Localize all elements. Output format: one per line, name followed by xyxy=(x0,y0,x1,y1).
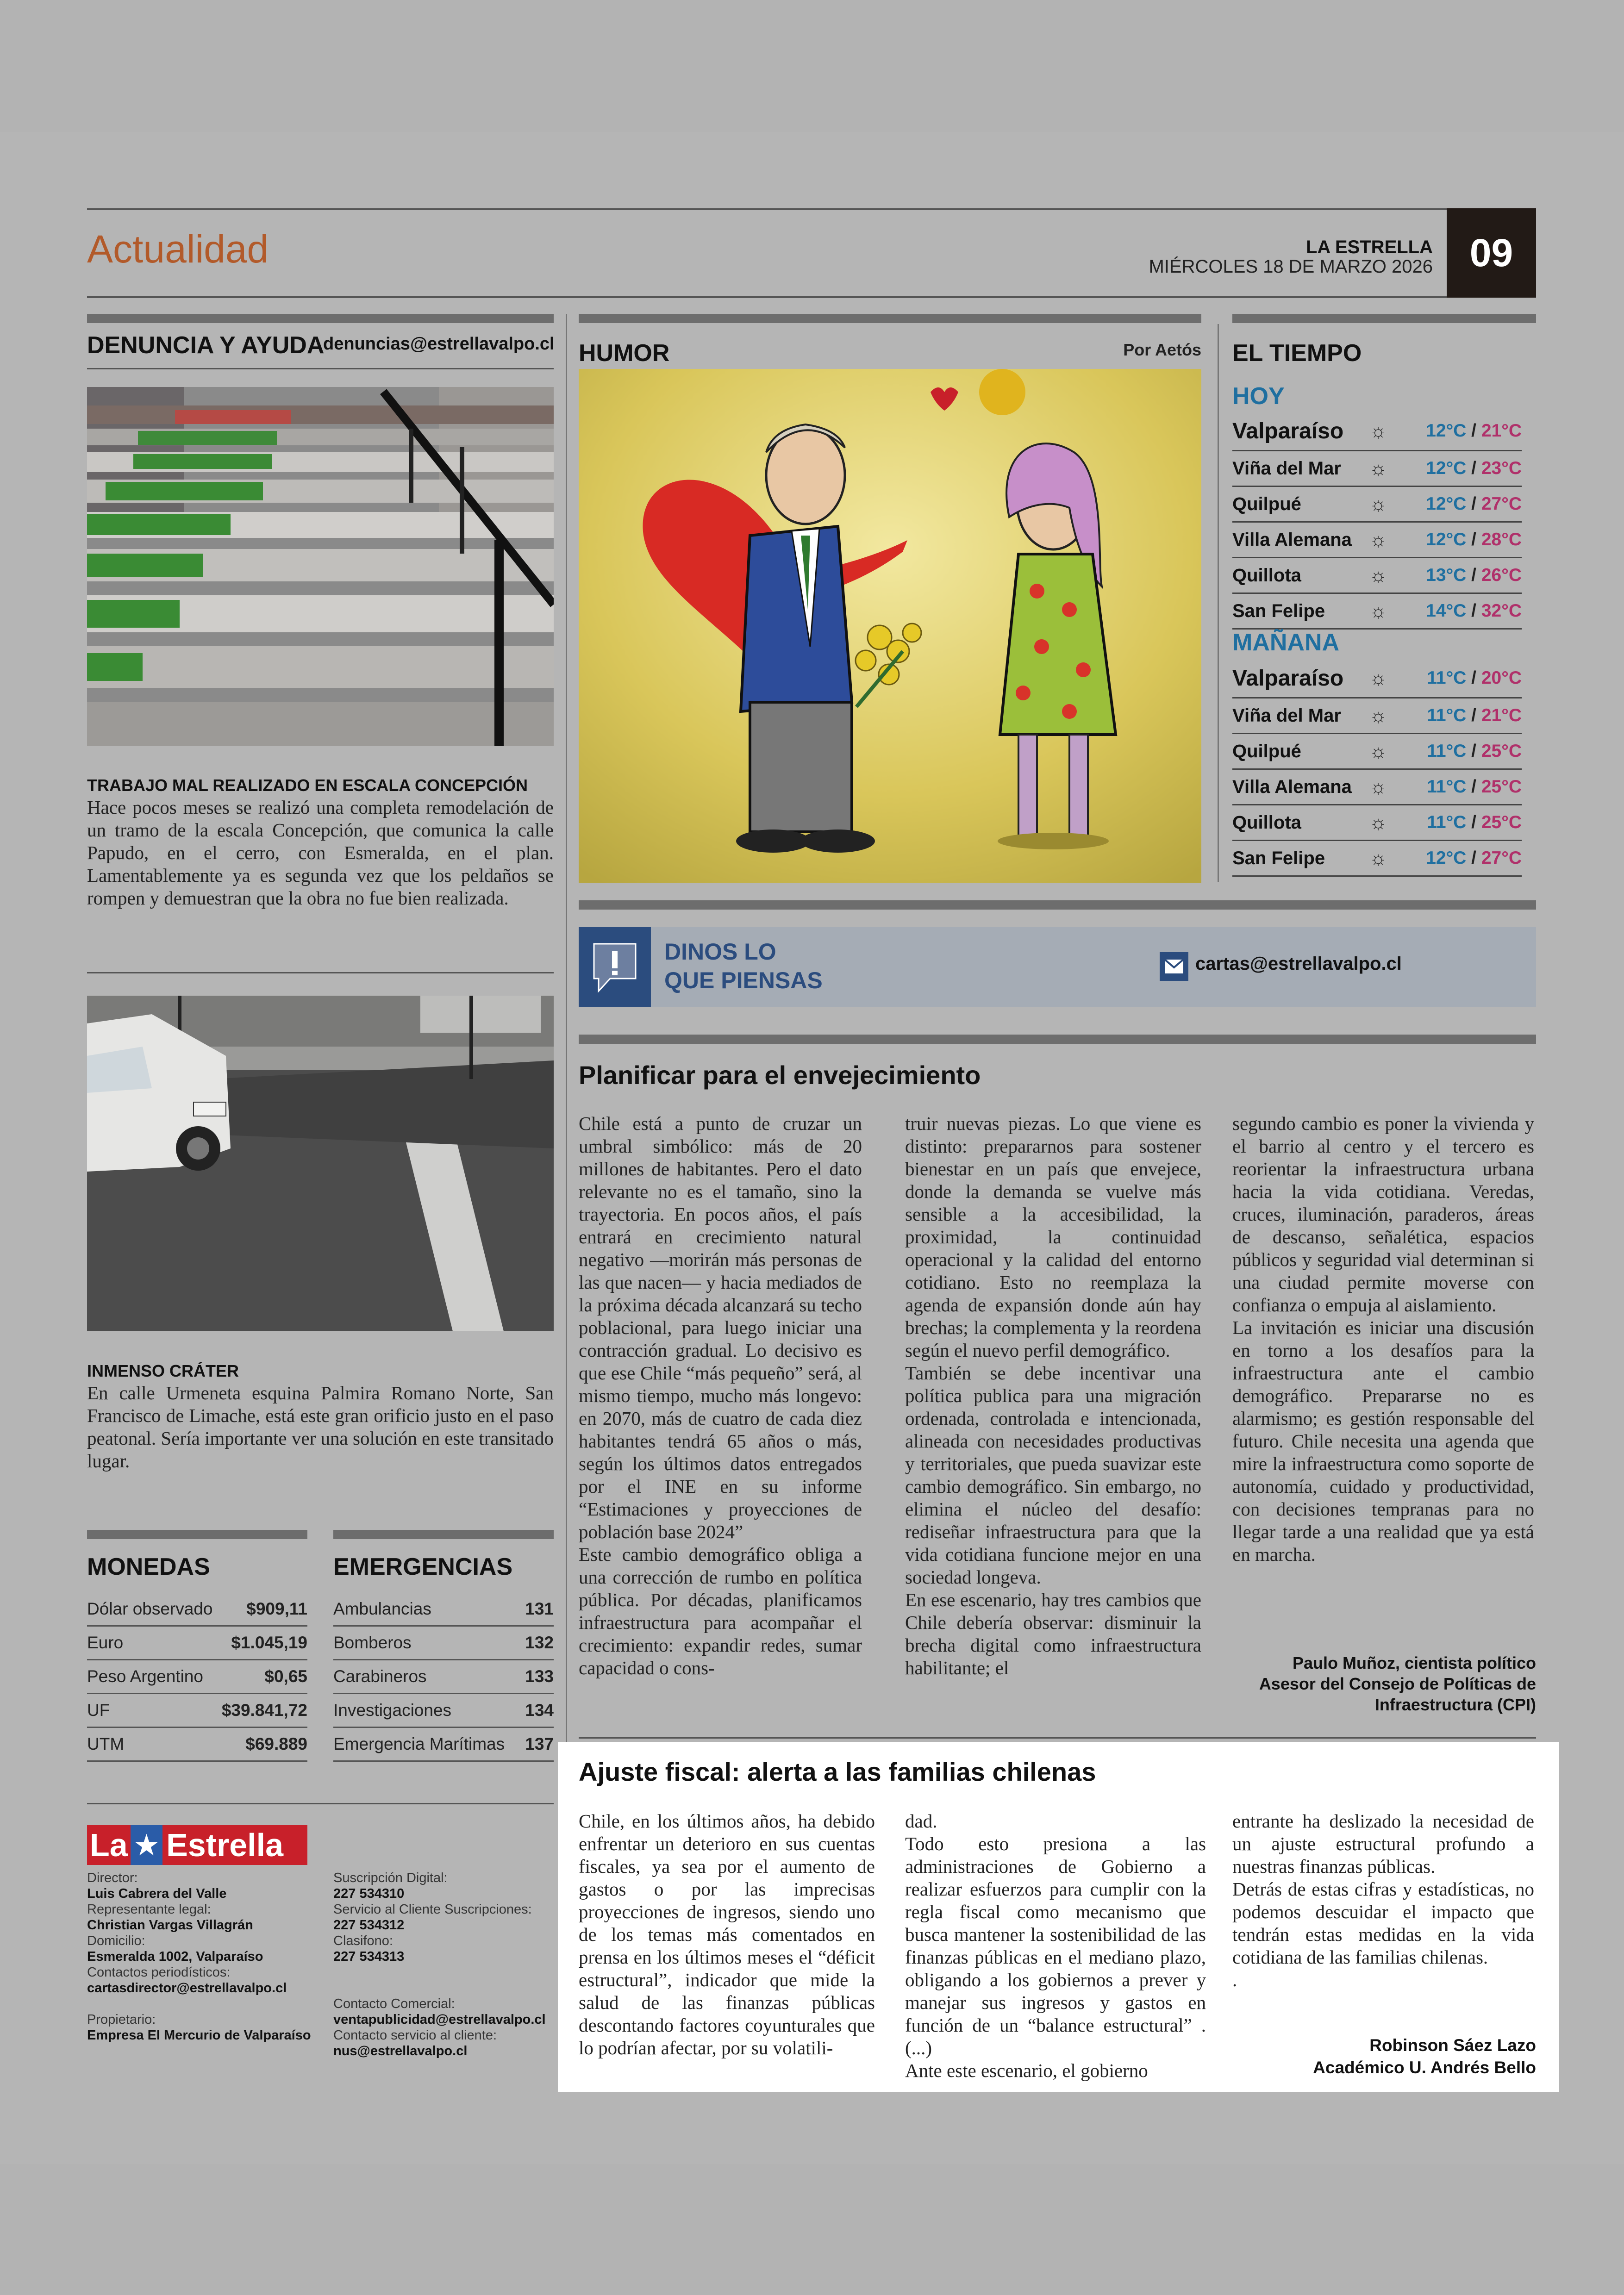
moneda-value: $909,11 xyxy=(246,1599,307,1618)
article2-col2-p2: Ante este escenario, el gobierno xyxy=(905,2060,1148,2081)
sub-label: Suscripción Digital: xyxy=(333,1871,448,1885)
cli-label: Contacto servicio al cliente: xyxy=(333,2028,497,2043)
masthead-right xyxy=(333,1870,556,2059)
denuncia-1-title: TRABAJO MAL REALIZADO EN ESCALA CONCEPCIÓN xyxy=(87,776,528,795)
weather-title: EL TIEMPO xyxy=(1232,340,1362,367)
emergencia-number: 132 xyxy=(525,1633,554,1652)
moneda-value: $39.841,72 xyxy=(221,1701,307,1720)
article2-col1: Chile, en los últimos años, ha debido enfrentar un deterioro en sus cuentas fiscales, ya sea por el aumento de gastos o por las imprecisas proyecciones de ingresos, siendo uno de los temas más comentados en prensa en los últimos meses el “déficit estructural”, indicador que mide la salud de las finanzas públicas descontando factores coyunturales que lo podrían afectar, por su volatili- xyxy=(579,1810,875,2058)
denuncias-mid-rule xyxy=(87,972,554,973)
article1-bottom-rule xyxy=(579,1737,1536,1739)
weather-row: Valparaíso ☼ 12°C / 21°C xyxy=(1232,412,1522,451)
humor-author: Por Aetós xyxy=(1123,340,1201,359)
article1-col1-p1: Chile está a punto de cruzar un umbral simbólico: más de 20 millones de habitantes. Pero el dato relevante no es el tamaño, sino la trayectoria. En pocos años, el país entrará en crecimiento natural negativo —morirán más personas de las que nacen— y hacia mediados de la próxima década alcanzará su techo poblacional, para luego iniciar una contracción gradual. Lo decisivo es que ese Chile “más pequeño” será, al mismo tiempo, mucho más longevo: en 2070, más de cuatro de cada diez habitantes tendrá 65 años o más, según los últimos datos entregados por el INE en su informe “Estimaciones y proyecciones de población base 2024” xyxy=(579,1113,862,1542)
monedas-list xyxy=(87,1593,307,1762)
weather-city: San Felipe xyxy=(1232,600,1325,621)
article2-col2-p1: Todo esto presiona a las administraciones de Gobierno a realizar esfuerzos para cumplir con la regla fiscal como mecanismo que busca mantener la sostenibilidad de las finanzas públicas en el mediano plazo, obligando a los gobiernos a prever y manejar sus ingresos y gastos en función de un “balance estructural” . (...) xyxy=(905,1833,1206,2058)
sun-icon: ☼ xyxy=(1369,776,1387,798)
temp-low: 12°C xyxy=(1426,530,1467,549)
dom-label: Domicilio: xyxy=(87,1933,145,1948)
article2-signature xyxy=(1204,2034,1536,2079)
article1-col2-p1: truir nuevas piezas. Lo que viene es distinto: prepararnos para sostener bienestar en un país que envejece, donde la demanda se vuelve más sensible a la accesibilidad, la proximidad, la continuidad operacional y la calidad del entorno cotidiano. Esto no reemplaza la agenda de expansión donde aún hay brechas; la complementa y la reordena según el nuevo perfil demográfico. xyxy=(905,1113,1201,1361)
weather-row: San Felipe ☼ 12°C / 27°C xyxy=(1232,841,1522,877)
denuncia-1-text: Hace pocos meses se realizó una completa remodelación de un tramo de la escala Concepción, que comunica la calle Papudo, en el cerro, con Esmeralda, en el plan. Lamentablemente ya es segunda vez que los peldaños se rompen y demuestran que la obra no fue bien realizada. xyxy=(87,797,554,909)
weather-city: Valparaíso xyxy=(1232,418,1344,443)
sun-icon: ☼ xyxy=(1369,667,1387,689)
article2-title: Ajuste fiscal: alerta a las familias chilenas xyxy=(579,1757,1096,1786)
temp-high: 25°C xyxy=(1481,812,1522,832)
moneda-label: Dólar observado xyxy=(87,1599,213,1618)
denuncia-2-text: En calle Urmeneta esquina Palmira Romano Norte, San Francisco de Limache, está este gran orificio justo en el paso peatonal. Sería importante ver una solución en este transitado lugar. xyxy=(87,1382,554,1472)
serv-label: Servicio al Cliente Suscripciones: xyxy=(333,1902,532,1917)
weather-row: Villa Alemana ☼ 11°C / 25°C xyxy=(1232,770,1522,805)
cartas-email[interactable]: cartas@estrellavalpo.cl xyxy=(1195,954,1402,974)
article1-col2-p3: En ese escenario, hay tres cambios que Chile debería observar: disminuir la brecha digital como infraestructura habilitante; el xyxy=(905,1589,1201,1678)
la-estrella-logo xyxy=(87,1825,307,1865)
moneda-label: Euro xyxy=(87,1633,124,1652)
emergencia-label: Carabineros xyxy=(333,1667,427,1686)
emergencia-row xyxy=(333,1627,554,1660)
temp-low: 11°C xyxy=(1427,705,1467,725)
temp-high: 26°C xyxy=(1481,565,1522,585)
emergencia-row xyxy=(333,1660,554,1694)
weather-tomorrow-list xyxy=(1232,659,1522,877)
article1-signature xyxy=(1204,1653,1536,1715)
weather-row: San Felipe ☼ 14°C / 32°C xyxy=(1232,594,1522,630)
temp-low: 12°C xyxy=(1426,421,1467,441)
moneda-row xyxy=(87,1627,307,1660)
cli-email[interactable]: nus@estrellavalpo.cl xyxy=(333,2044,468,2058)
owner-label: Propietario: xyxy=(87,2012,156,2027)
weather-city: Villa Alemana xyxy=(1232,529,1352,550)
article1-col1-p2: Este cambio demográfico obliga a una corrección de rumbo en política pública. Por décadas, planificamos infraestructura para acompañar el crecimiento: expandir redes, sumar capacidad o cons- xyxy=(579,1544,862,1678)
article1-col3-p1: segundo cambio es poner la vivienda y el barrio al centro y el tercero es reorientar la infraestructura urbana hacia la vida cotidiana. Veredas, cruces, iluminación, paraderos, áreas de descanso, señalética, espacios públicos y seguridad vial determinan si una ciudad permite moverse con confianza o empuja al aislamiento. xyxy=(1232,1113,1534,1316)
emergencias-bar xyxy=(333,1530,554,1539)
serv-phone: 227 534312 xyxy=(333,1918,405,1933)
emergencia-label: Ambulancias xyxy=(333,1599,431,1618)
page-number: 09 xyxy=(1447,208,1536,298)
temp-low: 12°C xyxy=(1426,458,1467,478)
article2-col3-p2: Detrás de estas cifras y estadísticas, no podemos descuidar el impacto que tendrán estas medidas en la vida cotidiana de las familias chilenas. xyxy=(1232,1878,1534,1968)
director-name: Luis Cabrera del Valle xyxy=(87,1886,227,1901)
temp-high: 20°C xyxy=(1481,668,1522,688)
emergencias-title: EMERGENCIAS xyxy=(333,1553,513,1580)
masthead-left xyxy=(87,1870,319,2043)
temp-high: 25°C xyxy=(1481,777,1522,797)
rep-name: Christian Vargas Villagrán xyxy=(87,1918,253,1933)
weather-city: San Felipe xyxy=(1232,848,1325,868)
temp-low: 12°C xyxy=(1426,848,1467,868)
emergencia-label: Emergencia Marítimas xyxy=(333,1734,505,1753)
article2-col2-p0: dad. xyxy=(905,1810,937,1832)
moneda-value: $69.889 xyxy=(245,1734,307,1753)
article2-col3 xyxy=(1232,1810,1534,1991)
article1-col2-p2: También se debe incentivar una política publica para una migración ordenada, controlada e intencionada, alineada con necesidades productivas y territoriales, que pueda suavizar este cambio demográfico. Sin embargo, no elimina el núcleo del desafío: rediseñar infraestructura para que la vida cotidiana funcione mejor en una sociedad longeva. xyxy=(905,1362,1201,1588)
humor-cartoon xyxy=(579,369,1201,883)
article2-author: Robinson Sáez Lazo xyxy=(1369,2036,1536,2055)
emergencia-row xyxy=(333,1728,554,1762)
sun-icon: ☼ xyxy=(1369,420,1387,442)
clas-phone: 227 534313 xyxy=(333,1949,405,1964)
sun-icon: ☼ xyxy=(1369,847,1387,869)
logo-la: La xyxy=(87,1825,131,1865)
weather-row: Quilpué ☼ 11°C / 25°C xyxy=(1232,734,1522,770)
section-title: Actualidad xyxy=(87,227,269,271)
weather-city: Quillota xyxy=(1232,565,1301,586)
moneda-label: UTM xyxy=(87,1734,125,1753)
dinos-line2: QUE PIENSAS xyxy=(664,967,823,993)
contact-label: Contactos periodísticos: xyxy=(87,1965,231,1980)
sun-icon: ☼ xyxy=(1369,564,1387,586)
denuncias-rule xyxy=(87,368,554,369)
weather-divider xyxy=(1218,324,1219,882)
article1-col3-p2: La invitación es iniciar una discusión en torno a los desafíos para la infraestructura ante el cambio demográfico. Prepararse no es alarmismo; es gestión responsable del futuro. Chile necesita una agenda que mire la infraestructura como soporte de autonomía, cuidado y productividad, con decisiones tempranas para no llegar tarde a una realidad que ya está en marcha. xyxy=(1232,1317,1534,1565)
dom-address: Esmeralda 1002, Valparaíso xyxy=(87,1949,263,1964)
logo-estrella: Estrella xyxy=(162,1825,307,1865)
temp-low: 11°C xyxy=(1427,741,1467,761)
top-rule xyxy=(87,208,1536,210)
article1-affiliation-1: Asesor del Consejo de Políticas de xyxy=(1259,1674,1536,1693)
weather-row: Quillota ☼ 13°C / 26°C xyxy=(1232,558,1522,594)
header-bottom-rule xyxy=(87,296,1447,298)
temp-high: 28°C xyxy=(1481,530,1522,549)
weather-today-list xyxy=(1232,412,1522,630)
moneda-label: UF xyxy=(87,1701,110,1720)
temp-high: 25°C xyxy=(1481,741,1522,761)
weather-row: Valparaíso ☼ 11°C / 20°C xyxy=(1232,659,1522,698)
temp-high: 27°C xyxy=(1481,494,1522,514)
moneda-row xyxy=(87,1694,307,1728)
weather-row: Quillota ☼ 11°C / 25°C xyxy=(1232,805,1522,841)
temp-high: 21°C xyxy=(1481,421,1522,441)
temp-low: 14°C xyxy=(1426,601,1467,621)
clas-label: Clasifono: xyxy=(333,1933,393,1948)
weather-city: Quillota xyxy=(1232,812,1301,833)
dinos-title xyxy=(664,937,823,995)
denuncias-bar xyxy=(87,314,554,323)
dinos-top-bar xyxy=(579,900,1536,910)
masthead-rule xyxy=(87,1803,554,1804)
sun-icon: ☼ xyxy=(1369,600,1387,622)
article1-col2 xyxy=(905,1112,1201,1679)
moneda-value: $0,65 xyxy=(264,1667,307,1686)
exclamation-icon xyxy=(579,927,651,1007)
temp-low: 11°C xyxy=(1427,777,1467,797)
director-label: Director: xyxy=(87,1871,138,1885)
article2-col3-p1: entrante ha deslizado la necesidad de un ajuste estructural profundo a nuestras finanzas públicas. xyxy=(1232,1810,1534,1877)
temp-high: 27°C xyxy=(1481,848,1522,868)
sun-icon: ☼ xyxy=(1369,529,1387,550)
weather-city: Quilpué xyxy=(1232,493,1301,514)
weather-bar xyxy=(1232,314,1536,323)
temp-low: 12°C xyxy=(1426,494,1467,514)
temp-high: 32°C xyxy=(1481,601,1522,621)
article1-affiliation-2: Infraestructura (CPI) xyxy=(1374,1695,1536,1714)
monedas-title: MONEDAS xyxy=(87,1553,210,1580)
temp-high: 21°C xyxy=(1481,705,1522,725)
humor-bar xyxy=(579,314,1201,323)
article2-col2 xyxy=(905,1810,1206,2082)
article1-title: Planificar para el envejecimiento xyxy=(579,1060,981,1090)
emergencia-label: Investigaciones xyxy=(333,1701,452,1720)
emergencia-number: 133 xyxy=(525,1667,554,1686)
weather-city: Valparaíso xyxy=(1232,666,1344,691)
moneda-value: $1.045,19 xyxy=(231,1633,307,1652)
emergencias-list xyxy=(333,1593,554,1762)
weather-city: Viña del Mar xyxy=(1232,705,1341,726)
moneda-row xyxy=(87,1660,307,1694)
owner-name: Empresa El Mercurio de Valparaíso xyxy=(87,2028,311,2043)
humor-title: HUMOR xyxy=(579,340,670,367)
article1-col1 xyxy=(579,1112,862,1679)
emergencia-number: 134 xyxy=(525,1701,554,1720)
stairs-photo xyxy=(87,387,554,746)
emergencia-label: Bomberos xyxy=(333,1633,412,1652)
temp-high: 23°C xyxy=(1481,458,1522,478)
sun-icon: ☼ xyxy=(1369,740,1387,762)
weather-today-label: HOY xyxy=(1232,383,1285,410)
emergencia-row xyxy=(333,1593,554,1627)
moneda-label: Peso Argentino xyxy=(87,1667,203,1686)
contact-email[interactable]: cartasdirector@estrellavalpo.cl xyxy=(87,1981,287,1996)
article1-author: Paulo Muñoz, cientista político xyxy=(1292,1653,1536,1672)
temp-low: 13°C xyxy=(1426,565,1467,585)
sun-icon: ☼ xyxy=(1369,457,1387,479)
weather-tomorrow-label: MAÑANA xyxy=(1232,629,1340,656)
weather-row: Viña del Mar ☼ 12°C / 23°C xyxy=(1232,451,1522,487)
emergencia-row xyxy=(333,1694,554,1728)
article2-col3-p3: . xyxy=(1232,1969,1237,1990)
issue-date: MIÉRCOLES 18 DE MARZO 2026 xyxy=(1149,256,1433,277)
denuncias-title: DENUNCIA Y AYUDA xyxy=(87,332,325,359)
com-email[interactable]: ventapublicidad@estrellavalpo.cl xyxy=(333,2012,546,2027)
weather-city: Quilpué xyxy=(1232,741,1301,761)
emergencia-number: 137 xyxy=(525,1734,554,1753)
temp-low: 11°C xyxy=(1427,812,1467,832)
temp-low: 11°C xyxy=(1427,668,1467,688)
com-label: Contacto Comercial: xyxy=(333,1996,455,2011)
weather-row: Viña del Mar ☼ 11°C / 21°C xyxy=(1232,698,1522,734)
moneda-row xyxy=(87,1728,307,1762)
weather-city: Viña del Mar xyxy=(1232,458,1341,479)
denuncia-2-title: INMENSO CRÁTER xyxy=(87,1361,239,1380)
dinos-line1: DINOS LO xyxy=(664,939,776,965)
sub-phone: 227 534310 xyxy=(333,1886,405,1901)
weather-row: Villa Alemana ☼ 12°C / 28°C xyxy=(1232,523,1522,558)
article1-col3 xyxy=(1232,1112,1534,1566)
envelope-icon xyxy=(1160,952,1188,981)
weather-city: Villa Alemana xyxy=(1232,776,1352,797)
sun-icon: ☼ xyxy=(1369,705,1387,726)
denuncias-email[interactable]: denuncias@estrellavalpo.cl xyxy=(323,334,555,354)
star-icon: ★ xyxy=(131,1825,162,1865)
article1-bar xyxy=(579,1035,1536,1044)
rep-label: Representante legal: xyxy=(87,1902,211,1917)
sun-icon: ☼ xyxy=(1369,811,1387,833)
newspaper-name: LA ESTRELLA xyxy=(1305,237,1433,257)
weather-row: Quilpué ☼ 12°C / 27°C xyxy=(1232,487,1522,523)
crater-photo xyxy=(87,996,554,1331)
emergencia-number: 131 xyxy=(525,1599,554,1618)
monedas-bar xyxy=(87,1530,307,1539)
moneda-row xyxy=(87,1593,307,1627)
sun-icon: ☼ xyxy=(1369,493,1387,515)
article2-affiliation: Académico U. Andrés Bello xyxy=(1313,2058,1536,2077)
